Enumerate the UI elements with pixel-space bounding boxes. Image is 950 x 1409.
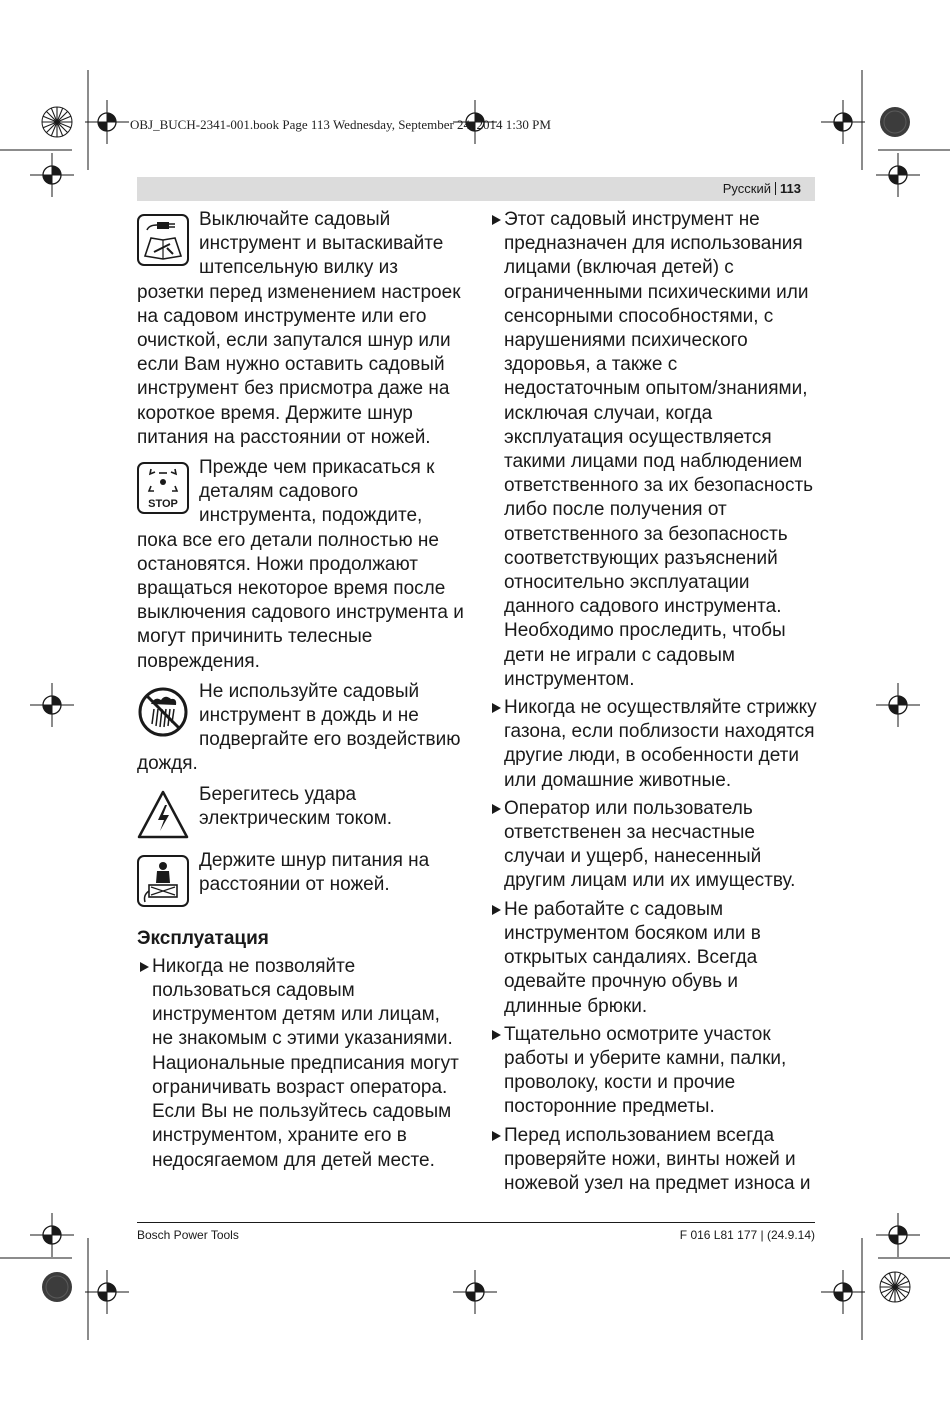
warning-block bbox=[137, 849, 465, 909]
bullet-text: Никогда не позволяйте пользоваться садовым инструментом детям или лицам, не знакомым с этими указаниями. Национальные предписания могут ограничивать возраст оператора. Если Вы не пользуйтесь садовым инструментом, храните его в недосягаемом для детей месте. bbox=[152, 955, 459, 1171]
list-item bbox=[489, 208, 817, 692]
warning-text: Берегитесь удара электрическим током. bbox=[199, 783, 393, 829]
bullet-extra-text: Необходимо проследить, чтобы дети не играли с садовым инструментом. bbox=[504, 620, 786, 690]
bullet-text: Тщательно осмотрите участок работы и уберите камни, палки, проволоку, кости и прочие посторонние предметы. bbox=[504, 1023, 787, 1118]
section-heading: Эксплуатация bbox=[137, 927, 269, 949]
header-separator bbox=[775, 182, 776, 195]
list-item bbox=[489, 696, 817, 793]
bullet-text: Никогда не осуществляйте стрижку газона, если поблизости находятся другие люди, в особенности дети или домашние животные. bbox=[504, 697, 817, 791]
no-rain-icon bbox=[137, 686, 189, 738]
print-info-line: OBJ_BUCH-2341-001.book Page 113 Wednesday, September 24, 2014 1:30 PM bbox=[130, 117, 551, 132]
warning-block bbox=[137, 208, 465, 450]
warning-text: Выключайте садовый инструмент и вытаскивайте штепсельную вилку из розетки перед изменением настроек на садовом инструменте или его очисткой, если запутался шнур или если Вам нужно оставить садовый инструмент без присмотра даже на короткое время. Держите шнур питания на расстоянии от ножей. bbox=[137, 209, 461, 448]
list-item bbox=[489, 1124, 817, 1197]
left-column bbox=[137, 208, 465, 1177]
unplug-read-manual-icon bbox=[137, 214, 189, 266]
list-item bbox=[137, 955, 465, 1173]
list-item bbox=[489, 1023, 817, 1120]
warning-text: Держите шнур питания на расстоянии от ножей. bbox=[199, 849, 430, 895]
stop-label: STOP bbox=[148, 498, 178, 511]
warning-block bbox=[137, 680, 465, 777]
electric-shock-warning-icon bbox=[137, 789, 189, 841]
page-number: 113 bbox=[780, 181, 801, 196]
right-column bbox=[489, 208, 817, 1200]
footer-doc-code: F 016 L81 177 | (24.9.14) bbox=[679, 1228, 815, 1242]
warning-block bbox=[137, 456, 465, 674]
warning-block bbox=[137, 783, 465, 843]
bullet-text: Перед использованием всегда проверяйте ножи, винты ножей и ножевой узел на предмет износа и bbox=[504, 1124, 811, 1194]
header-language: Русский bbox=[722, 181, 772, 196]
footer-publisher: Bosch Power Tools bbox=[137, 1228, 239, 1242]
list-item bbox=[489, 898, 817, 1019]
stop-rotating-parts-icon bbox=[137, 462, 189, 514]
warning-text: Не используйте садовый инструмент в дождь и не подвергайте его воздействию дождя. bbox=[137, 680, 461, 775]
header-text bbox=[723, 181, 801, 196]
bullet-text: Не работайте с садовым инструментом босяком или в открытых сандалиях. Всегда одевайте прочную обувь и длинные брюки. bbox=[504, 898, 761, 1017]
warning-text: Прежде чем прикасаться к деталям садового инструмента, подождите, пока все его детали полностью не остановятся. Ножи продолжают вращаться некоторое время после выключения садового инструмента и могут причинить телесные повреждения. bbox=[137, 457, 464, 672]
page-header bbox=[137, 177, 815, 201]
cord-away-from-blades-icon bbox=[137, 855, 189, 907]
bullet-text: Оператор или пользователь ответственен за несчастные случаи и ущерб, нанесенный другим лицам или их имуществу. bbox=[504, 797, 796, 892]
footer-rule bbox=[137, 1222, 815, 1223]
bullet-text: Этот садовый инструмент не предназначен для использования лицами (включая детей) с ограниченными психическими или сенсорными способностями, с нарушениями психического здоровья, а также с недостаточным опытом/знаниями, исключая случаи, когда эксплуатация осуществляется такими лицами под наблюдением ответственного за их безопасность либо после получения от ответственного за безопасность соответствующих разъяснений относительно эксплуатации данного садового инструмента. bbox=[504, 209, 814, 618]
list-item bbox=[489, 797, 817, 894]
